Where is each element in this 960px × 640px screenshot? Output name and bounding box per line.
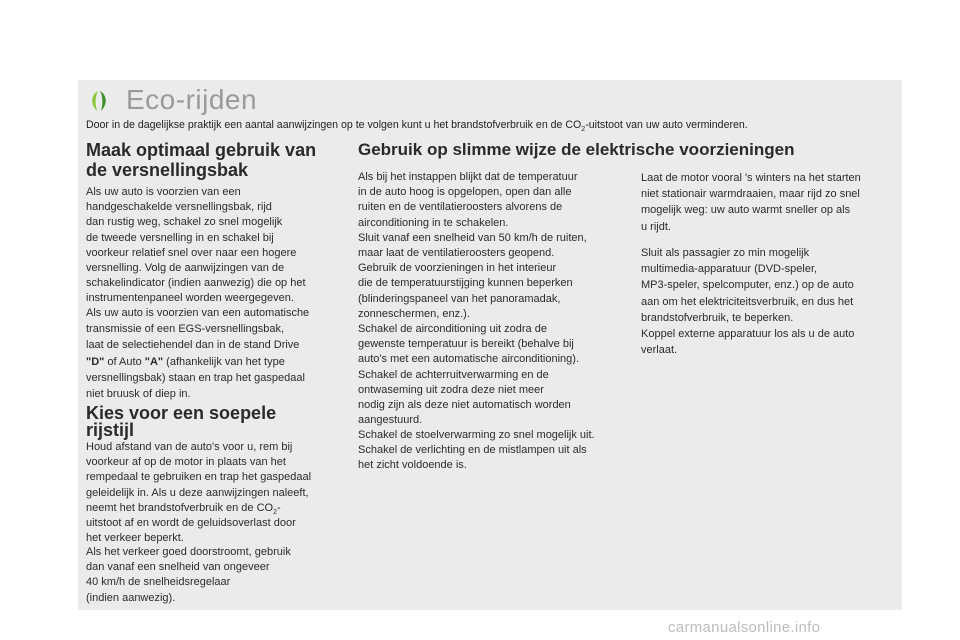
lights-text: Schakel de verlichting en de mistlampen uit als het zicht voldoende is.: [358, 444, 587, 472]
gearbox-manual-text: Als uw auto is voorzien van een handgeschakelde versnellingsbak, rijd dan rustig weg, schakel zo snel mogelijk de tweede versnelling in en schakel bij voorkeur relatief snel over naar een hogere versnelling. Volg de aanwijzingen van de schakelindicator (indien aanwezig) die op het instrumentenpaneel worden weergegeven.: [86, 186, 306, 305]
engine-warmup-text: Laat de motor vooral 's winters na het starten niet stationair warmdraaien, maar rijd zo snel mogelijk weg: uw auto warmt sneller op als u rijdt.: [641, 172, 861, 233]
gearbox-automatic-text: Als uw auto is voorzien van een automatische transmissie of een EGS-versnellingsbak, laat de selectiehendel dan in de stand Drive "D" of Auto "A" (afhankelijk van het type versnellingsbak) staan en trap het gaspedaal niet bruusk of diep in.: [86, 307, 310, 401]
airconditioning-text: Als bij het instappen blijkt dat de temperatuur in de auto hoog is opgelopen, open dan alle ruiten en de ventilatieroosters alvorens de airconditioning in te schakelen. Sluit vanaf een snelheid van 50 km/h de ruiten, maar laat de ventilatieroosters geopend. Gebruik de voorzieningen in het interieur die de temperatuurstijging kunnen beperken (blinderingspaneel van het panoramadak, zonneschermen, enz.). Schakel de airconditioning uit zodra de gewenste temperatuur is bereikt (behalve bij auto's met een automatische airconditioning). Schakel de achterruitverwarming en de ontwaseming uit zodra deze niet meer nodig zijn als deze niet automatisch worden aangestuurd. Schakel de stoelverwarming zo snel mogelijk uit.: [358, 171, 595, 442]
heading-gearbox: Maak optimaal gebruik van de versnellingsbak: [86, 140, 317, 180]
green-leaf-icon: [86, 88, 112, 114]
page-title: Eco-rijden: [126, 84, 258, 115]
intro-text: Door in de dagelijkse praktijk een aantal aanwijzingen op te volgen kunt u het brandstofverbruik en de $CO_2$-uitstoot van uw auto verminderen.: [86, 119, 748, 134]
driving-style-text: Houd afstand van de auto's voor u, rem bij voorkeur af op de motor in plaats van het rempedaal te gebruiken en trap het gaspedaal geleidelijk in. Als u deze aanwijzingen naleeft, neemt het brandstofverbruik en de $CO_2-$ uitstoot af en wordt de geluidsoverlast door het verkeer beperkt.: [86, 441, 312, 545]
heading-electrical: Gebruik op slimme wijze de elektrische voorzieningen: [358, 140, 795, 159]
heading-driving-style: Kies voor een soepele rijstijl: [86, 403, 277, 440]
cruise-control-text: Als het verkeer goed doorstroomt, gebruik dan vanaf een snelheid van ongeveer 40 km/h de snelheidsregelaar (indien aanwezig).: [86, 546, 291, 604]
multimedia-text: Sluit als passagier zo min mogelijk multimedia-apparatuur (DVD-speler, MP3-speler, spelcomputer, enz.) op de auto aan om het elektriciteitsverbruik, en dus het brandstofverbruik, te beperken. Koppel externe apparatuur los als u de auto verlaat.: [641, 247, 855, 357]
watermark: carmanualsonline.info: [668, 619, 821, 636]
